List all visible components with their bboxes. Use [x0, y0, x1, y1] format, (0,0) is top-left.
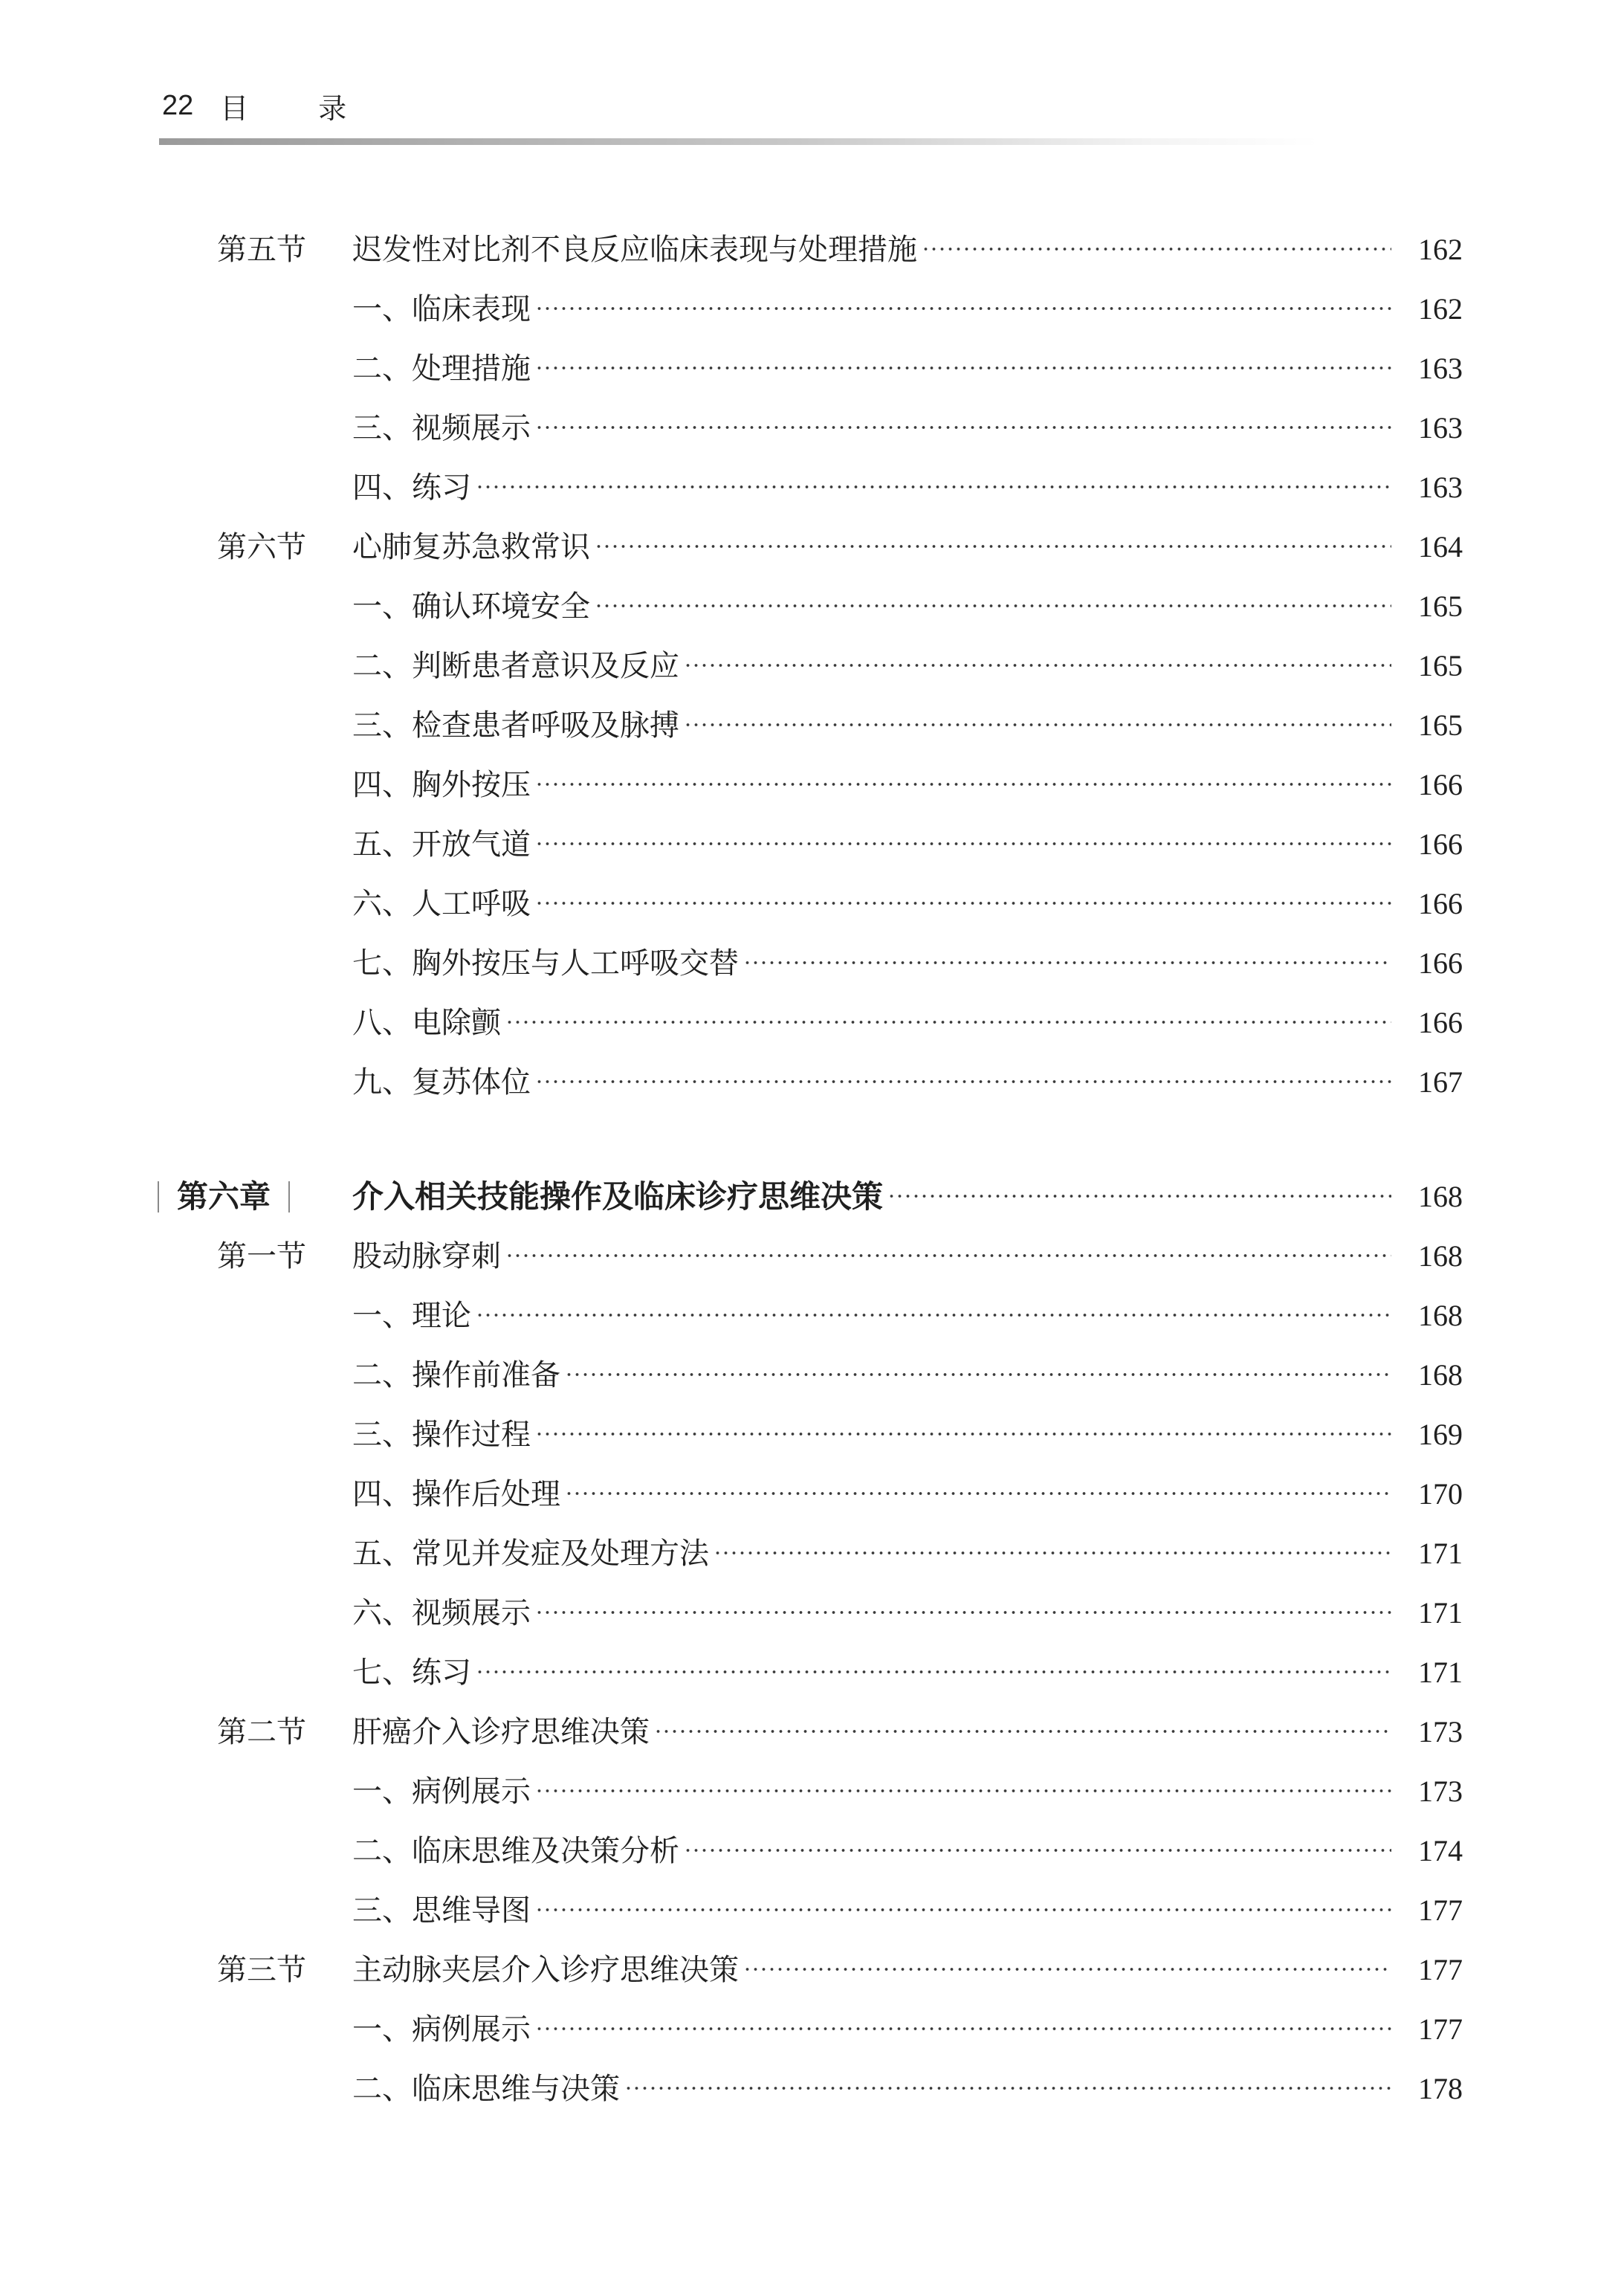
- dot-leader: [624, 2086, 1391, 2090]
- toc-section-row[interactable]: [0, 1227, 1624, 1286]
- page-ref: 162: [1418, 292, 1463, 326]
- item-title: 二、处理措施: [352, 352, 531, 386]
- dot-leader: [535, 425, 1391, 430]
- toc-section-row[interactable]: [0, 1702, 1624, 1762]
- page-ref: 169: [1418, 1418, 1463, 1451]
- item-title: 四、胸外按压: [352, 768, 531, 802]
- page-ref: 174: [1418, 1834, 1463, 1867]
- page-ref: 168: [1418, 1239, 1463, 1273]
- item-title: 二、判断患者意识及反应: [352, 649, 679, 683]
- page-ref: 168: [1418, 1180, 1463, 1213]
- page-ref: 168: [1418, 1358, 1463, 1392]
- item-title: 七、练习: [352, 1656, 471, 1690]
- page-ref: 168: [1418, 1299, 1463, 1332]
- page-ref: 166: [1418, 1006, 1463, 1039]
- item-title: 三、操作过程: [352, 1418, 531, 1452]
- dot-leader: [887, 1194, 1391, 1198]
- dot-leader: [535, 1079, 1391, 1084]
- page-ref: 173: [1418, 1715, 1463, 1748]
- dot-leader: [535, 1789, 1391, 1793]
- page-ref: 171: [1418, 1656, 1463, 1689]
- toc-chapter-row[interactable]: [0, 1167, 1624, 1227]
- section-title: 主动脉夹层介入诊疗思维决策: [352, 1953, 739, 1987]
- toc-section-row[interactable]: [0, 1940, 1624, 2000]
- dot-leader: [535, 366, 1391, 370]
- section-label: 第二节: [217, 1715, 306, 1749]
- item-title: 一、临床表现: [352, 292, 531, 326]
- toc-item-row[interactable]: [0, 1346, 1624, 1405]
- dot-leader: [595, 604, 1391, 608]
- item-title: 九、复苏体位: [352, 1065, 531, 1099]
- dot-leader: [565, 1491, 1391, 1496]
- page-ref: 163: [1418, 471, 1463, 504]
- page-ref: 171: [1418, 1596, 1463, 1630]
- page-ref: 166: [1418, 946, 1463, 980]
- toc-item-row[interactable]: [0, 458, 1624, 517]
- dot-leader: [535, 2027, 1391, 2031]
- header-rule: [159, 138, 1319, 145]
- dot-leader: [595, 544, 1391, 549]
- page-ref: 177: [1418, 1893, 1463, 1927]
- dot-leader: [535, 842, 1391, 846]
- dot-leader: [476, 1670, 1391, 1674]
- toc-item-row[interactable]: [0, 874, 1624, 934]
- item-title: 五、开放气道: [352, 827, 531, 862]
- toc-item-row[interactable]: [0, 2000, 1624, 2059]
- dot-leader: [535, 306, 1391, 311]
- page-ref: 165: [1418, 708, 1463, 742]
- toc-item-row[interactable]: [0, 1821, 1624, 1881]
- dot-leader: [535, 901, 1391, 905]
- toc-item-row[interactable]: [0, 1643, 1624, 1702]
- toc-section-row[interactable]: [0, 220, 1624, 280]
- item-title: 八、电除颤: [352, 1006, 501, 1040]
- section-label: 第一节: [217, 1239, 306, 1273]
- page-ref: 173: [1418, 1775, 1463, 1808]
- section-label: 第三节: [217, 1953, 306, 1987]
- chapter-label-text: 第六章: [177, 1178, 271, 1215]
- dot-leader: [743, 1967, 1391, 1972]
- page-ref: 167: [1418, 1065, 1463, 1099]
- item-title: 一、理论: [352, 1299, 471, 1333]
- dot-leader: [476, 485, 1391, 489]
- toc-item-row[interactable]: [0, 1053, 1624, 1112]
- dot-leader: [922, 247, 1391, 251]
- toc-item-row[interactable]: [0, 993, 1624, 1053]
- section-label: 第六节: [217, 530, 306, 564]
- chapter-label-bar-right: [288, 1181, 290, 1212]
- page-ref: 165: [1418, 590, 1463, 623]
- toc-item-row[interactable]: [0, 339, 1624, 398]
- page-ref: 170: [1418, 1477, 1463, 1511]
- chapter-title: 介入相关技能操作及临床诊疗思维决策: [352, 1178, 884, 1215]
- page-ref: 162: [1418, 233, 1463, 266]
- item-title: 一、病例展示: [352, 1775, 531, 1809]
- item-title: 六、视频展示: [352, 1596, 531, 1630]
- dot-leader: [505, 1020, 1391, 1024]
- item-title: 一、病例展示: [352, 2012, 531, 2047]
- section-label: 第五节: [217, 233, 306, 267]
- dot-leader: [535, 782, 1391, 787]
- chapter-label-bar-left: [158, 1181, 159, 1212]
- toc-item-row[interactable]: [0, 1881, 1624, 1940]
- toc-item-row[interactable]: [0, 2059, 1624, 2119]
- dot-leader: [476, 1313, 1391, 1317]
- header-title: 目录: [220, 91, 417, 125]
- item-title: 四、练习: [352, 471, 471, 505]
- chapter-label: [158, 1167, 290, 1227]
- item-title: 二、临床思维与决策: [352, 2072, 620, 2106]
- toc-item-row[interactable]: [0, 696, 1624, 755]
- toc-item-row[interactable]: [0, 1524, 1624, 1583]
- item-title: 二、临床思维及决策分析: [352, 1834, 679, 1868]
- item-title: 六、人工呼吸: [352, 887, 531, 921]
- page-ref: 166: [1418, 827, 1463, 861]
- toc-item-row[interactable]: [0, 636, 1624, 696]
- toc-item-row[interactable]: [0, 1286, 1624, 1346]
- dot-leader: [684, 723, 1391, 727]
- item-title: 三、视频展示: [352, 411, 531, 445]
- toc-item-row[interactable]: [0, 755, 1624, 815]
- page-ref: 177: [1418, 1953, 1463, 1986]
- page-number: 22: [162, 89, 194, 121]
- page-ref: 164: [1418, 530, 1463, 564]
- dot-leader: [654, 1729, 1391, 1734]
- item-title: 七、胸外按压与人工呼吸交替: [352, 946, 739, 981]
- toc-section-row[interactable]: [0, 517, 1624, 577]
- dot-leader: [535, 1610, 1391, 1615]
- page-ref: 178: [1418, 2072, 1463, 2105]
- dot-leader: [565, 1372, 1391, 1377]
- toc-item-row[interactable]: [0, 934, 1624, 993]
- item-title: 一、确认环境安全: [352, 590, 590, 624]
- dot-leader: [535, 1908, 1391, 1912]
- page-ref: 166: [1418, 768, 1463, 801]
- toc-item-row[interactable]: [0, 815, 1624, 874]
- dot-leader: [684, 1848, 1391, 1853]
- toc-item-row[interactable]: [0, 1405, 1624, 1465]
- running-header: [162, 83, 416, 128]
- dot-leader: [684, 663, 1391, 668]
- item-title: 三、检查患者呼吸及脉搏: [352, 708, 679, 743]
- page-ref: 165: [1418, 649, 1463, 682]
- dot-leader: [743, 960, 1391, 965]
- toc-item-row[interactable]: [0, 1465, 1624, 1524]
- page-ref: 163: [1418, 352, 1463, 385]
- dot-leader: [505, 1253, 1391, 1258]
- page-ref: 171: [1418, 1537, 1463, 1570]
- section-title: 心肺复苏急救常识: [352, 530, 590, 564]
- toc-item-row[interactable]: [0, 1583, 1624, 1643]
- page-ref: 166: [1418, 887, 1463, 920]
- item-title: 四、操作后处理: [352, 1477, 560, 1511]
- dot-leader: [535, 1432, 1391, 1436]
- item-title: 二、操作前准备: [352, 1358, 560, 1392]
- toc-item-row[interactable]: [0, 398, 1624, 458]
- toc-item-row[interactable]: [0, 280, 1624, 339]
- item-title: 五、常见并发症及处理方法: [352, 1537, 709, 1571]
- toc-item-row[interactable]: [0, 577, 1624, 636]
- dot-leader: [714, 1551, 1391, 1555]
- section-title: 股动脉穿刺: [352, 1239, 501, 1273]
- toc-item-row[interactable]: [0, 1762, 1624, 1821]
- section-title: 迟发性对比剂不良反应临床表现与处理措施: [352, 233, 917, 267]
- page-ref: 163: [1418, 411, 1463, 445]
- section-title: 肝癌介入诊疗思维决策: [352, 1715, 650, 1749]
- page-ref: 177: [1418, 2012, 1463, 2046]
- item-title: 三、思维导图: [352, 1893, 531, 1928]
